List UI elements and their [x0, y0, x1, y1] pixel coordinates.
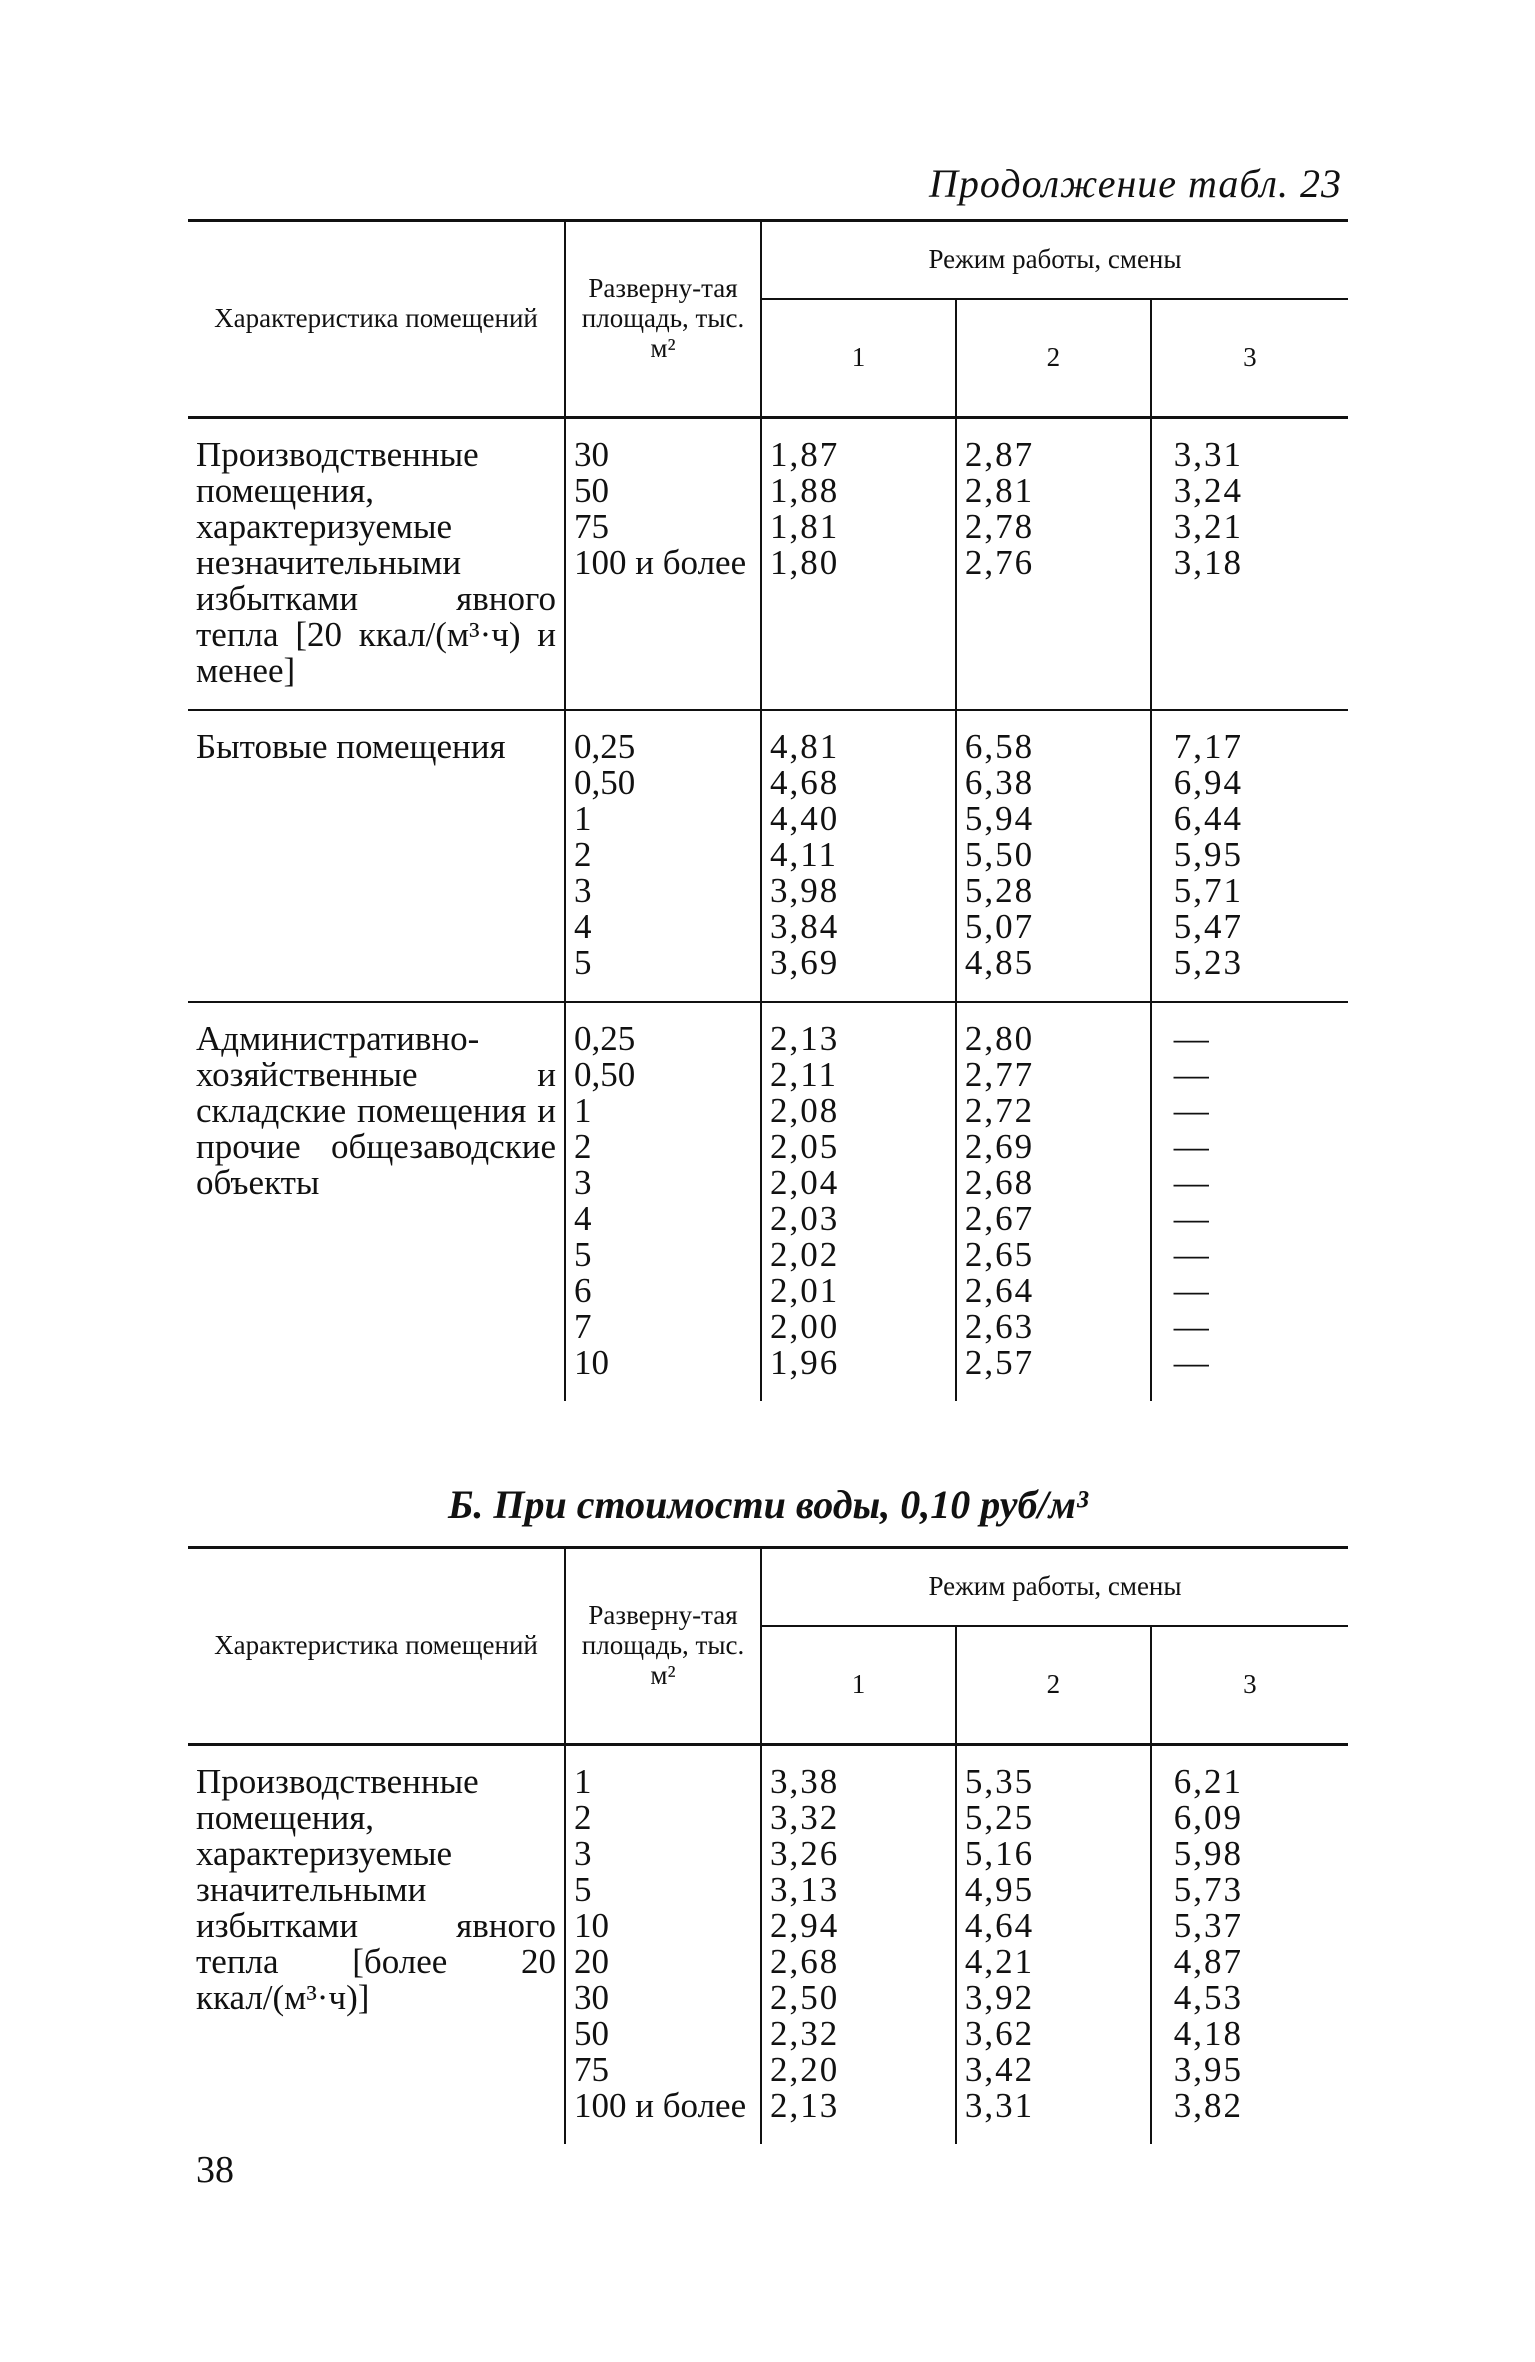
column-shift1: [761, 710, 956, 1002]
page-number: 38: [196, 2149, 234, 2191]
shift-2-value: 3,62: [964, 2014, 1035, 2053]
shift-2-value: 4,21: [964, 1942, 1035, 1981]
shift-1-value: 3,84: [770, 907, 840, 946]
shift-3-value: 5,23: [1173, 943, 1244, 982]
shift-3-value: 5,47: [1173, 907, 1244, 946]
area-value: 2: [574, 1798, 592, 1837]
area-value: 5: [574, 1870, 592, 1909]
shift-2-value: 2,68: [964, 1163, 1035, 1202]
shift-1-value: 2,94: [770, 1906, 840, 1945]
table-a-body: [188, 418, 1348, 1402]
shift-2-value: 3,31: [964, 2086, 1035, 2125]
column-shift1: [761, 1002, 956, 1401]
header-regime: Режим работы, смены: [761, 221, 1348, 300]
area-value: 0,50: [574, 763, 636, 802]
shift-3-value: 3,21: [1173, 507, 1244, 546]
column-areas: [565, 1745, 761, 2145]
shift-3-value: 7,17: [1173, 727, 1244, 766]
column-shift2: [956, 1002, 1151, 1401]
shift-2-value: 2,76: [964, 543, 1035, 582]
shift-2-value: 2,87: [964, 435, 1035, 474]
area-value: 0,25: [574, 1019, 636, 1058]
header-shift-1: 1: [761, 1626, 956, 1745]
header-regime: Режим работы, смены: [761, 1548, 1348, 1627]
shift-2-value: 2,80: [964, 1019, 1035, 1058]
table-a: [188, 219, 1348, 1401]
shift-2-value: 6,38: [964, 763, 1035, 802]
shift-2-value: 2,57: [964, 1343, 1035, 1382]
shift-1-value: 3,26: [770, 1834, 840, 1873]
shift-2-value: 3,92: [964, 1978, 1035, 2017]
area-value: 75: [574, 507, 609, 546]
column-shift3: [1151, 710, 1348, 1002]
shift-2-value: 6,58: [964, 727, 1035, 766]
shift-3-value: —: [1173, 1199, 1211, 1238]
shift-2-value: 2,67: [964, 1199, 1035, 1238]
shift-1-value: 4,40: [770, 799, 840, 838]
column-shift2: [956, 710, 1151, 1002]
column-areas: [565, 418, 761, 711]
page-content: [188, 160, 1348, 2144]
shift-1-value: 2,04: [770, 1163, 840, 1202]
shift-2-value: 4,95: [964, 1870, 1035, 1909]
shift-1-value: 2,20: [770, 2050, 840, 2089]
shift-1-value: 2,11: [770, 1055, 838, 1094]
table-row: [188, 1002, 1348, 1401]
header-area: Разверну-тая площадь, тыс. м²: [565, 221, 761, 418]
shift-1-value: 1,87: [770, 435, 840, 474]
area-value: 3: [574, 1834, 592, 1873]
area-value: 1: [574, 1091, 592, 1130]
shift-2-value: 5,07: [964, 907, 1035, 946]
area-value: 50: [574, 471, 609, 510]
column-shift2: [956, 1745, 1151, 2145]
shift-2-value: 5,25: [964, 1798, 1035, 1837]
column-areas: [565, 710, 761, 1002]
shift-2-value: 2,78: [964, 507, 1035, 546]
shift-1-value: 2,08: [770, 1091, 840, 1130]
area-value: 30: [574, 435, 609, 474]
area-value: 3: [574, 1163, 592, 1202]
area-value: 5: [574, 943, 592, 982]
shift-1-value: 2,05: [770, 1127, 840, 1166]
area-value: 0,25: [574, 727, 636, 766]
shift-3-value: 3,95: [1173, 2050, 1244, 2089]
header-area: Разверну-тая площадь, тыс. м²: [565, 1548, 761, 1745]
shift-2-value: 2,63: [964, 1307, 1035, 1346]
shift-1-value: 1,81: [770, 507, 840, 546]
shift-1-value: 1,88: [770, 471, 840, 510]
area-value: 30: [574, 1978, 609, 2017]
row-characteristic: Производственные помещения, характеризуемые значительными избытками явного тепла [более 20 ккал/(м³·ч)]: [196, 1762, 556, 2017]
shift-2-value: 2,65: [964, 1235, 1035, 1274]
shift-2-value: 4,85: [964, 943, 1035, 982]
row-characteristic: Производственные помещения, характеризуемые незначительными избытками явного тепла [20 ккал/(м³·ч) и менее]: [196, 435, 556, 690]
shift-3-value: 3,24: [1173, 471, 1244, 510]
area-value: 100 и более: [574, 2086, 747, 2125]
continuation-label: Продолжение табл. 23: [928, 161, 1342, 206]
table-b-body: [188, 1745, 1348, 2145]
shift-1-value: 2,03: [770, 1199, 840, 1238]
shift-1-value: 4,11: [770, 835, 838, 874]
column-shift1: [761, 1745, 956, 2145]
table-row: [188, 418, 1348, 711]
shift-3-value: 5,71: [1173, 871, 1244, 910]
shift-3-value: 4,87: [1173, 1942, 1244, 1981]
area-value: 6: [574, 1271, 592, 1310]
shift-1-value: 2,32: [770, 2014, 840, 2053]
area-value: 5: [574, 1235, 592, 1274]
shift-3-value: 5,95: [1173, 835, 1244, 874]
shift-2-value: 2,77: [964, 1055, 1035, 1094]
row-characteristic: Административно-хозяйственные и складские помещения и прочие общезаводские объекты: [196, 1019, 556, 1202]
shift-3-value: —: [1173, 1091, 1211, 1130]
header-shift-3: 3: [1151, 1626, 1348, 1745]
shift-3-value: —: [1173, 1127, 1211, 1166]
shift-3-value: 5,73: [1173, 1870, 1244, 1909]
shift-2-value: 5,35: [964, 1762, 1035, 1801]
shift-3-value: —: [1173, 1055, 1211, 1094]
area-value: 0,50: [574, 1055, 636, 1094]
shift-3-value: 5,98: [1173, 1834, 1244, 1873]
shift-1-value: 3,98: [770, 871, 840, 910]
shift-3-value: —: [1173, 1307, 1211, 1346]
shift-1-value: 2,01: [770, 1271, 840, 1310]
area-value: 50: [574, 2014, 609, 2053]
shift-3-value: 6,94: [1173, 763, 1244, 802]
shift-1-value: 3,69: [770, 943, 840, 982]
area-value: 2: [574, 1127, 592, 1166]
area-value: 2: [574, 835, 592, 874]
shift-2-value: 5,50: [964, 835, 1035, 874]
shift-3-value: 4,53: [1173, 1978, 1244, 2017]
shift-2-value: 2,81: [964, 471, 1035, 510]
column-shift1: [761, 418, 956, 711]
shift-2-value: 2,69: [964, 1127, 1035, 1166]
column-shift3: [1151, 1002, 1348, 1401]
shift-2-value: 2,64: [964, 1271, 1035, 1310]
shift-1-value: 2,00: [770, 1307, 840, 1346]
area-value: 3: [574, 871, 592, 910]
shift-2-value: 2,72: [964, 1091, 1035, 1130]
area-value: 100 и более: [574, 543, 747, 582]
shift-1-value: 4,68: [770, 763, 840, 802]
shift-3-value: 3,18: [1173, 543, 1244, 582]
area-value: 10: [574, 1906, 609, 1945]
shift-3-value: 3,31: [1173, 435, 1244, 474]
shift-3-value: —: [1173, 1235, 1211, 1274]
shift-3-value: —: [1173, 1163, 1211, 1202]
area-value: 75: [574, 2050, 609, 2089]
shift-2-value: 5,28: [964, 871, 1035, 910]
table-a-header: [188, 221, 1348, 418]
shift-1-value: 2,50: [770, 1978, 840, 2017]
column-shift3: [1151, 1745, 1348, 2145]
shift-3-value: —: [1173, 1271, 1211, 1310]
shift-3-value: 4,18: [1173, 2014, 1244, 2053]
shift-2-value: 4,64: [964, 1906, 1035, 1945]
area-value: 4: [574, 1199, 592, 1238]
row-characteristic: Бытовые помещения: [196, 727, 506, 766]
section-b-title: Б. При стоимости воды, 0,10 руб/м³: [448, 1482, 1088, 1527]
area-value: 10: [574, 1343, 609, 1382]
area-value: 1: [574, 799, 592, 838]
shift-1-value: 2,13: [770, 1019, 840, 1058]
header-shift-3: 3: [1151, 299, 1348, 418]
table-row: [188, 1745, 1348, 2145]
table-b-header: [188, 1548, 1348, 1745]
header-characteristic: Характеристика помещений: [188, 221, 565, 418]
shift-1-value: 3,13: [770, 1870, 840, 1909]
shift-2-value: 3,42: [964, 2050, 1035, 2089]
header-characteristic: Характеристика помещений: [188, 1548, 565, 1745]
column-areas: [565, 1002, 761, 1401]
header-shift-1: 1: [761, 299, 956, 418]
shift-1-value: 3,32: [770, 1798, 840, 1837]
shift-1-value: 3,38: [770, 1762, 840, 1801]
shift-3-value: 6,09: [1173, 1798, 1244, 1837]
area-value: 20: [574, 1942, 609, 1981]
shift-3-value: 6,44: [1173, 799, 1244, 838]
shift-2-value: 5,16: [964, 1834, 1035, 1873]
area-value: 4: [574, 907, 592, 946]
column-shift2: [956, 418, 1151, 711]
shift-1-value: 2,02: [770, 1235, 840, 1274]
header-shift-2: 2: [956, 299, 1151, 418]
table-row: [188, 710, 1348, 1002]
area-value: 1: [574, 1762, 592, 1801]
table-b: [188, 1546, 1348, 2144]
area-value: 7: [574, 1307, 592, 1346]
shift-3-value: —: [1173, 1343, 1211, 1382]
shift-1-value: 2,13: [770, 2086, 840, 2125]
header-shift-2: 2: [956, 1626, 1151, 1745]
shift-1-value: 4,81: [770, 727, 840, 766]
shift-3-value: 3,82: [1173, 2086, 1244, 2125]
shift-1-value: 2,68: [770, 1942, 840, 1981]
shift-1-value: 1,96: [770, 1343, 840, 1382]
shift-1-value: 1,80: [770, 543, 840, 582]
shift-3-value: —: [1173, 1019, 1211, 1058]
shift-3-value: 5,37: [1173, 1906, 1244, 1945]
shift-2-value: 5,94: [964, 799, 1035, 838]
shift-3-value: 6,21: [1173, 1762, 1244, 1801]
column-shift3: [1151, 418, 1348, 711]
